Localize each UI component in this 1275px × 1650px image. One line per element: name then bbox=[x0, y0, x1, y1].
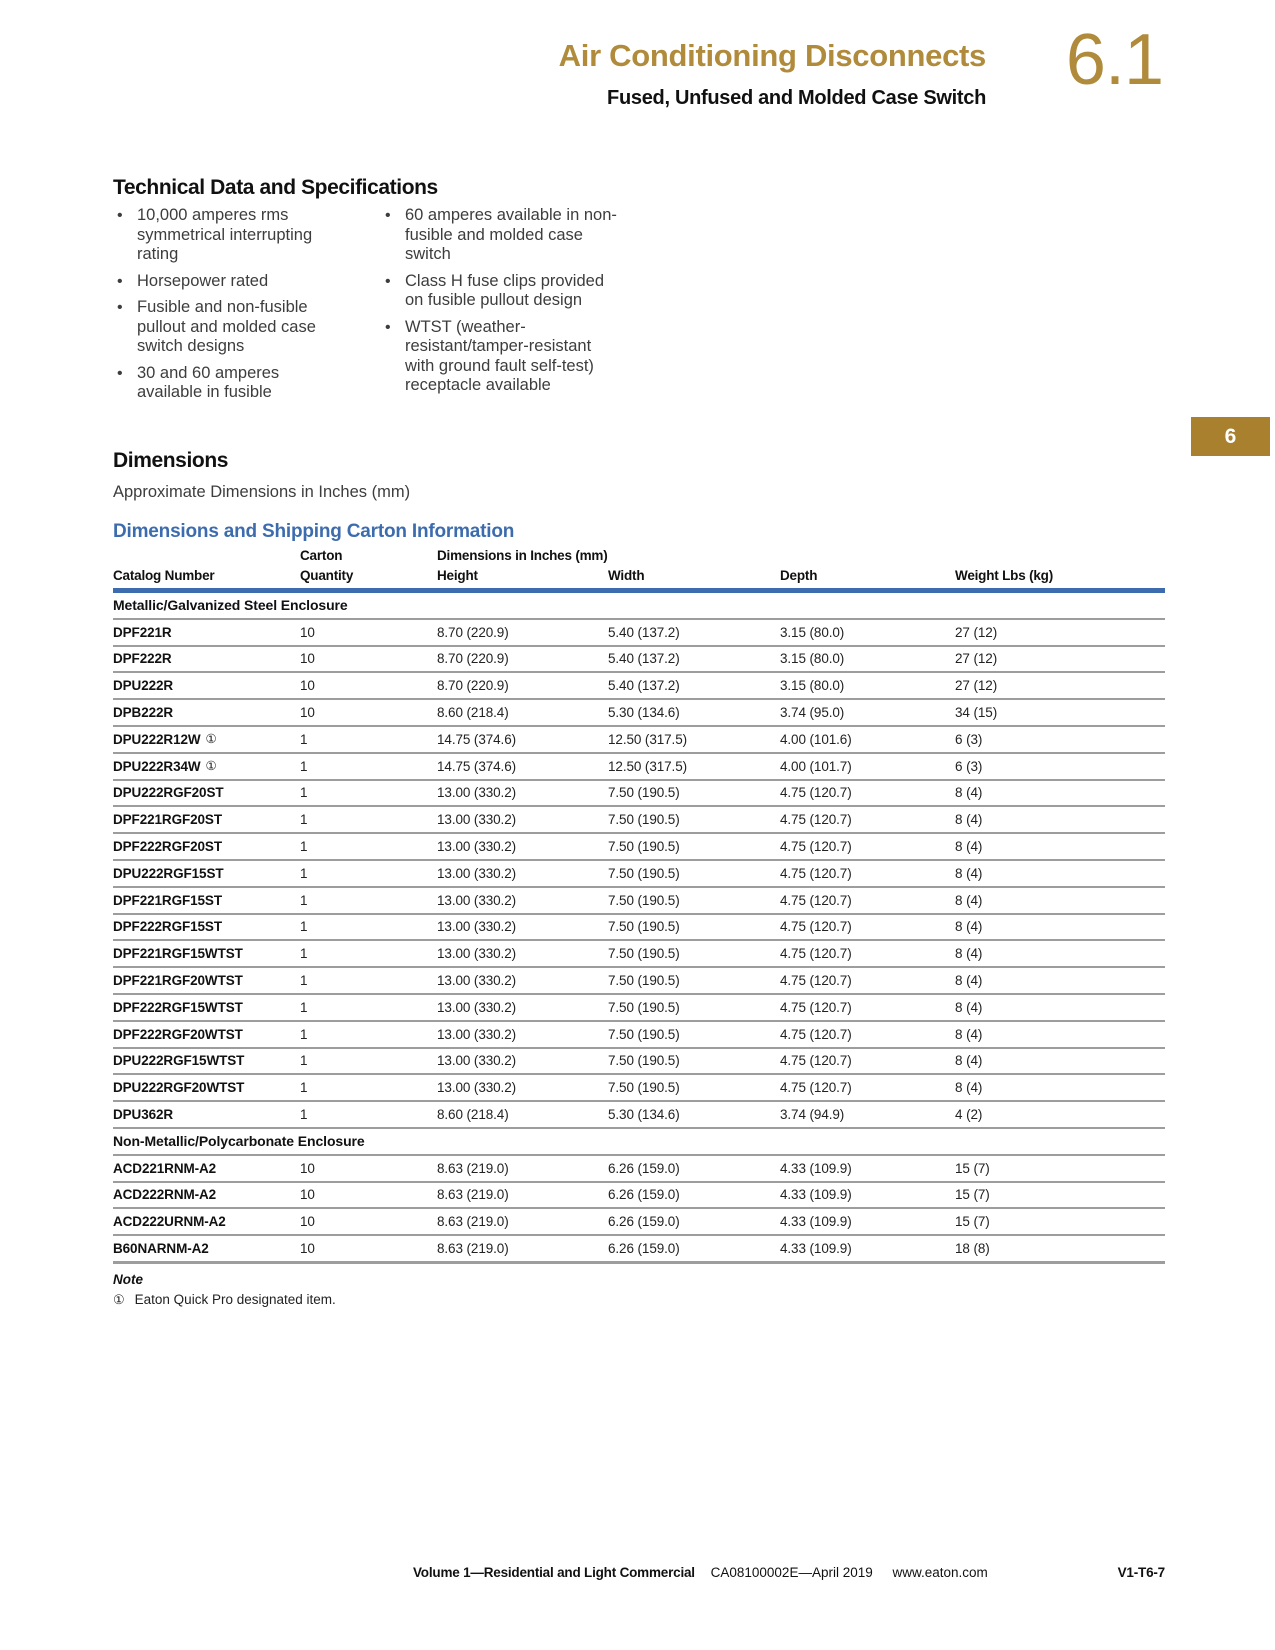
note-line bbox=[113, 1292, 336, 1308]
depth-cell: 4.75 (120.7) bbox=[780, 967, 955, 994]
height-cell: 14.75 (374.6) bbox=[437, 726, 608, 753]
weight-cell: 15 (7) bbox=[955, 1182, 1165, 1209]
header-spacer bbox=[113, 548, 300, 568]
depth-cell: 3.15 (80.0) bbox=[780, 646, 955, 673]
section-label: Metallic/Galvanized Steel Enclosure bbox=[113, 591, 1165, 619]
depth-cell: 4.75 (120.7) bbox=[780, 994, 955, 1021]
dimensions-subheading: Approximate Dimensions in Inches (mm) bbox=[113, 483, 411, 501]
header-carton-line1: Carton bbox=[300, 548, 343, 563]
depth-cell: 4.33 (109.9) bbox=[780, 1155, 955, 1182]
width-cell: 7.50 (190.5) bbox=[608, 1021, 780, 1048]
header-height: Height bbox=[437, 568, 608, 591]
table-row bbox=[113, 1101, 1165, 1128]
height-cell: 13.00 (330.2) bbox=[437, 833, 608, 860]
catalog-number-cell: DPF221RGF15WTST bbox=[113, 940, 300, 967]
table-row bbox=[113, 753, 1165, 780]
weight-cell: 8 (4) bbox=[955, 833, 1165, 860]
table-row bbox=[113, 646, 1165, 673]
dimensions-table bbox=[113, 548, 1165, 1264]
height-cell: 13.00 (330.2) bbox=[437, 940, 608, 967]
height-cell: 8.70 (220.9) bbox=[437, 672, 608, 699]
width-cell: 6.26 (159.0) bbox=[608, 1155, 780, 1182]
height-cell: 13.00 (330.2) bbox=[437, 967, 608, 994]
catalog-number-cell: DPU222RGF15WTST bbox=[113, 1048, 300, 1075]
bullet-item: • Class H fuse clips provided on fusible pullout design bbox=[381, 272, 617, 311]
width-cell: 7.50 (190.5) bbox=[608, 994, 780, 1021]
note-marker-icon: ① bbox=[113, 1292, 125, 1307]
table-row bbox=[113, 940, 1165, 967]
header-spacer bbox=[955, 548, 1165, 568]
width-cell: 7.50 (190.5) bbox=[608, 833, 780, 860]
catalog-number-cell: DPF221RGF15ST bbox=[113, 887, 300, 914]
table-row bbox=[113, 887, 1165, 914]
dimensions-heading: Dimensions bbox=[113, 449, 229, 472]
weight-cell: 8 (4) bbox=[955, 806, 1165, 833]
carton-quantity-cell: 1 bbox=[300, 1048, 437, 1075]
section-row bbox=[113, 591, 1165, 619]
width-cell: 6.26 (159.0) bbox=[608, 1208, 780, 1235]
depth-cell: 4.75 (120.7) bbox=[780, 887, 955, 914]
depth-cell: 4.33 (109.9) bbox=[780, 1208, 955, 1235]
width-cell: 7.50 (190.5) bbox=[608, 914, 780, 941]
table-row bbox=[113, 619, 1165, 646]
carton-quantity-cell: 1 bbox=[300, 726, 437, 753]
height-cell: 8.60 (218.4) bbox=[437, 1101, 608, 1128]
carton-quantity-cell: 1 bbox=[300, 1074, 437, 1101]
catalog-number-cell: DPF221RGF20WTST bbox=[113, 967, 300, 994]
width-cell: 12.50 (317.5) bbox=[608, 726, 780, 753]
width-cell: 7.50 (190.5) bbox=[608, 967, 780, 994]
depth-cell: 3.74 (94.9) bbox=[780, 1101, 955, 1128]
height-cell: 8.63 (219.0) bbox=[437, 1208, 608, 1235]
height-cell: 13.00 (330.2) bbox=[437, 1048, 608, 1075]
depth-cell: 4.00 (101.7) bbox=[780, 753, 955, 780]
carton-quantity-cell: 1 bbox=[300, 833, 437, 860]
table-row bbox=[113, 994, 1165, 1021]
table-row bbox=[113, 1074, 1165, 1101]
carton-quantity-cell: 10 bbox=[300, 646, 437, 673]
footer-center bbox=[413, 1565, 988, 1580]
depth-cell: 4.75 (120.7) bbox=[780, 806, 955, 833]
height-cell: 13.00 (330.2) bbox=[437, 914, 608, 941]
table-row bbox=[113, 1208, 1165, 1235]
weight-cell: 15 (7) bbox=[955, 1155, 1165, 1182]
width-cell: 5.30 (134.6) bbox=[608, 699, 780, 726]
width-cell: 5.30 (134.6) bbox=[608, 1101, 780, 1128]
table-row bbox=[113, 699, 1165, 726]
quick-pro-marker-icon: ① bbox=[205, 731, 217, 746]
table-row bbox=[113, 967, 1165, 994]
depth-cell: 3.15 (80.0) bbox=[780, 619, 955, 646]
height-cell: 13.00 (330.2) bbox=[437, 860, 608, 887]
carton-quantity-cell: 1 bbox=[300, 1021, 437, 1048]
width-cell: 7.50 (190.5) bbox=[608, 860, 780, 887]
height-cell: 14.75 (374.6) bbox=[437, 753, 608, 780]
table-row bbox=[113, 672, 1165, 699]
height-cell: 8.70 (220.9) bbox=[437, 619, 608, 646]
bullet-item: • Horsepower rated bbox=[113, 272, 333, 292]
width-cell: 12.50 (317.5) bbox=[608, 753, 780, 780]
height-cell: 8.63 (219.0) bbox=[437, 1182, 608, 1209]
section-row bbox=[113, 1128, 1165, 1155]
table-row bbox=[113, 914, 1165, 941]
height-cell: 8.70 (220.9) bbox=[437, 646, 608, 673]
bullet-item: • 10,000 amperes rms symmetrical interrupting rating bbox=[113, 206, 333, 265]
chapter-number: 6.1 bbox=[1065, 20, 1163, 100]
tech-specs-heading: Technical Data and Specifications bbox=[113, 176, 438, 199]
section-side-tab: 6 bbox=[1191, 417, 1270, 456]
catalog-number-cell: DPF222RGF15WTST bbox=[113, 994, 300, 1021]
carton-quantity-cell: 1 bbox=[300, 780, 437, 807]
quick-pro-marker-icon: ① bbox=[205, 758, 217, 773]
page-subtitle: Fused, Unfused and Molded Case Switch bbox=[607, 87, 986, 109]
depth-cell: 4.33 (109.9) bbox=[780, 1235, 955, 1262]
width-cell: 7.50 (190.5) bbox=[608, 887, 780, 914]
catalog-number-cell: DPF222R bbox=[113, 646, 300, 673]
note-heading: Note bbox=[113, 1272, 143, 1287]
carton-quantity-cell: 10 bbox=[300, 619, 437, 646]
catalog-number-cell: DPF222RGF15ST bbox=[113, 914, 300, 941]
weight-cell: 8 (4) bbox=[955, 780, 1165, 807]
header-carton-quantity: Quantity bbox=[300, 568, 437, 591]
tech-bullets-col2 bbox=[381, 206, 617, 410]
bullet-item: • 30 and 60 amperes available in fusible bbox=[113, 364, 333, 403]
depth-cell: 4.75 (120.7) bbox=[780, 1048, 955, 1075]
depth-cell: 4.75 (120.7) bbox=[780, 780, 955, 807]
depth-cell: 4.33 (109.9) bbox=[780, 1182, 955, 1209]
carton-quantity-cell: 1 bbox=[300, 994, 437, 1021]
catalog-number-cell: DPF221R bbox=[113, 619, 300, 646]
height-cell: 8.63 (219.0) bbox=[437, 1155, 608, 1182]
depth-cell: 4.75 (120.7) bbox=[780, 914, 955, 941]
catalog-number-cell: DPF221RGF20ST bbox=[113, 806, 300, 833]
note-text: Eaton Quick Pro designated item. bbox=[134, 1292, 336, 1307]
tech-bullets-col1 bbox=[113, 206, 333, 410]
footer-volume: Volume 1—Residential and Light Commercial bbox=[413, 1565, 695, 1580]
table-row bbox=[113, 1048, 1165, 1075]
catalog-number-cell: DPU222RGF20ST bbox=[113, 780, 300, 807]
carton-quantity-cell: 1 bbox=[300, 753, 437, 780]
catalog-number-cell: DPU222RGF20WTST bbox=[113, 1074, 300, 1101]
width-cell: 5.40 (137.2) bbox=[608, 646, 780, 673]
carton-quantity-cell: 1 bbox=[300, 967, 437, 994]
catalog-number-cell: DPU222R bbox=[113, 672, 300, 699]
catalog-number-cell: DPF222RGF20WTST bbox=[113, 1021, 300, 1048]
depth-cell: 4.75 (120.7) bbox=[780, 860, 955, 887]
depth-cell: 3.74 (95.0) bbox=[780, 699, 955, 726]
width-cell: 7.50 (190.5) bbox=[608, 780, 780, 807]
width-cell: 5.40 (137.2) bbox=[608, 672, 780, 699]
carton-quantity-cell: 1 bbox=[300, 887, 437, 914]
table-row bbox=[113, 1021, 1165, 1048]
weight-cell: 6 (3) bbox=[955, 753, 1165, 780]
carton-quantity-cell: 10 bbox=[300, 1182, 437, 1209]
width-cell: 7.50 (190.5) bbox=[608, 806, 780, 833]
weight-cell: 6 (3) bbox=[955, 726, 1165, 753]
table-title: Dimensions and Shipping Carton Information bbox=[113, 521, 515, 542]
weight-cell: 8 (4) bbox=[955, 1021, 1165, 1048]
width-cell: 7.50 (190.5) bbox=[608, 1074, 780, 1101]
table-body bbox=[113, 591, 1165, 1263]
table-row bbox=[113, 833, 1165, 860]
carton-quantity-cell: 1 bbox=[300, 914, 437, 941]
section-label: Non-Metallic/Polycarbonate Enclosure bbox=[113, 1128, 1165, 1155]
height-cell: 8.63 (219.0) bbox=[437, 1235, 608, 1262]
width-cell: 5.40 (137.2) bbox=[608, 619, 780, 646]
weight-cell: 8 (4) bbox=[955, 887, 1165, 914]
weight-cell: 4 (2) bbox=[955, 1101, 1165, 1128]
catalog-number-cell: B60NARNM-A2 bbox=[113, 1235, 300, 1262]
height-cell: 13.00 (330.2) bbox=[437, 1074, 608, 1101]
tech-specs-bullets bbox=[113, 206, 617, 410]
weight-cell: 27 (12) bbox=[955, 672, 1165, 699]
height-cell: 8.60 (218.4) bbox=[437, 699, 608, 726]
weight-cell: 8 (4) bbox=[955, 1048, 1165, 1075]
height-cell: 13.00 (330.2) bbox=[437, 806, 608, 833]
table-row bbox=[113, 780, 1165, 807]
catalog-number-cell: ACD222RNM-A2 bbox=[113, 1182, 300, 1209]
height-cell: 13.00 (330.2) bbox=[437, 994, 608, 1021]
table-row bbox=[113, 860, 1165, 887]
width-cell: 7.50 (190.5) bbox=[608, 940, 780, 967]
width-cell: 6.26 (159.0) bbox=[608, 1235, 780, 1262]
carton-quantity-cell: 1 bbox=[300, 806, 437, 833]
height-cell: 13.00 (330.2) bbox=[437, 780, 608, 807]
weight-cell: 8 (4) bbox=[955, 860, 1165, 887]
catalog-number-cell: DPU362R bbox=[113, 1101, 300, 1128]
width-cell: 7.50 (190.5) bbox=[608, 1048, 780, 1075]
page-footer bbox=[113, 1565, 1165, 1585]
weight-cell: 15 (7) bbox=[955, 1208, 1165, 1235]
carton-quantity-cell: 1 bbox=[300, 940, 437, 967]
table-row bbox=[113, 1182, 1165, 1209]
weight-cell: 8 (4) bbox=[955, 994, 1165, 1021]
catalog-number-cell: ACD221RNM-A2 bbox=[113, 1155, 300, 1182]
footer-page-ref: V1-T6-7 bbox=[1117, 1565, 1165, 1580]
depth-cell: 4.75 (120.7) bbox=[780, 1074, 955, 1101]
page-title: Air Conditioning Disconnects bbox=[558, 38, 986, 73]
depth-cell: 3.15 (80.0) bbox=[780, 672, 955, 699]
weight-cell: 18 (8) bbox=[955, 1235, 1165, 1262]
table-header-row-top bbox=[113, 548, 1165, 568]
catalog-number-cell: DPU222RGF15ST bbox=[113, 860, 300, 887]
depth-cell: 4.75 (120.7) bbox=[780, 833, 955, 860]
weight-cell: 8 (4) bbox=[955, 967, 1165, 994]
table-row bbox=[113, 806, 1165, 833]
bullet-item: • WTST (weather-resistant/tamper-resistant with ground fault self-test) receptacle available bbox=[381, 318, 617, 396]
carton-quantity-cell: 10 bbox=[300, 672, 437, 699]
catalog-number-cell: DPU222R34W ① bbox=[113, 753, 300, 780]
weight-cell: 8 (4) bbox=[955, 940, 1165, 967]
carton-quantity-cell: 10 bbox=[300, 1235, 437, 1262]
depth-cell: 4.75 (120.7) bbox=[780, 940, 955, 967]
header-catalog-number: Catalog Number bbox=[113, 568, 300, 591]
weight-cell: 27 (12) bbox=[955, 646, 1165, 673]
header-depth: Depth bbox=[780, 568, 955, 591]
height-cell: 13.00 (330.2) bbox=[437, 887, 608, 914]
catalog-number-cell: ACD222URNM-A2 bbox=[113, 1208, 300, 1235]
header-width: Width bbox=[608, 568, 780, 591]
header-weight: Weight Lbs (kg) bbox=[955, 568, 1165, 591]
depth-cell: 4.75 (120.7) bbox=[780, 1021, 955, 1048]
footer-publication: CA08100002E—April 2019 bbox=[710, 1565, 873, 1580]
catalog-number-cell: DPU222R12W ① bbox=[113, 726, 300, 753]
depth-cell: 4.00 (101.6) bbox=[780, 726, 955, 753]
carton-quantity-cell: 1 bbox=[300, 1101, 437, 1128]
table-row bbox=[113, 726, 1165, 753]
bullet-item: • 60 amperes available in non-fusible and molded case switch bbox=[381, 206, 617, 265]
table-row bbox=[113, 1155, 1165, 1182]
carton-quantity-cell: 10 bbox=[300, 1208, 437, 1235]
catalog-number-cell: DPF222RGF20ST bbox=[113, 833, 300, 860]
width-cell: 6.26 (159.0) bbox=[608, 1182, 780, 1209]
footer-website-link[interactable]: www.eaton.com bbox=[892, 1565, 988, 1580]
catalog-number-cell: DPB222R bbox=[113, 699, 300, 726]
carton-quantity-cell: 10 bbox=[300, 1155, 437, 1182]
header-dimensions-group: Dimensions in Inches (mm) bbox=[437, 548, 608, 563]
table-header-row bbox=[113, 568, 1165, 591]
bullet-item: • Fusible and non-fusible pullout and molded case switch designs bbox=[113, 298, 333, 357]
carton-quantity-cell: 1 bbox=[300, 860, 437, 887]
weight-cell: 27 (12) bbox=[955, 619, 1165, 646]
height-cell: 13.00 (330.2) bbox=[437, 1021, 608, 1048]
weight-cell: 8 (4) bbox=[955, 914, 1165, 941]
table-row bbox=[113, 1235, 1165, 1262]
weight-cell: 34 (15) bbox=[955, 699, 1165, 726]
carton-quantity-cell: 10 bbox=[300, 699, 437, 726]
weight-cell: 8 (4) bbox=[955, 1074, 1165, 1101]
